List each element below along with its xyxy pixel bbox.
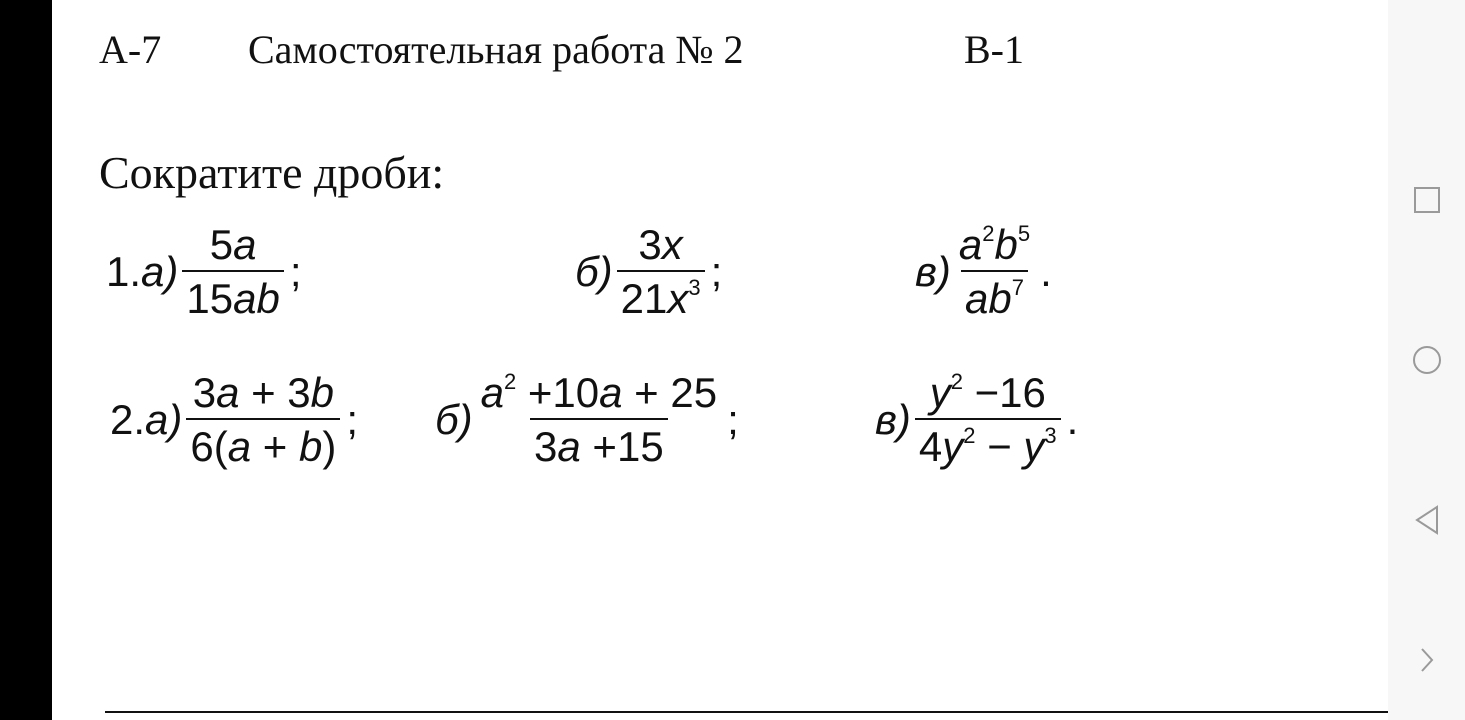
problem-letter: в) xyxy=(915,248,951,295)
circle-icon[interactable] xyxy=(1412,345,1442,375)
fraction xyxy=(915,370,1061,470)
chevron-right-icon[interactable] xyxy=(1412,645,1442,675)
instruction-text: Сократите дроби: xyxy=(99,147,445,198)
problem-number: 1. xyxy=(106,248,142,295)
fraction xyxy=(477,370,721,470)
denominator: 15ab xyxy=(182,270,283,322)
problem-letter: а) xyxy=(145,396,183,443)
navigation-bar xyxy=(1388,0,1465,720)
problem-1a xyxy=(106,222,302,322)
problem-2a xyxy=(110,370,358,470)
punctuation: . xyxy=(1040,248,1052,295)
worksheet-title: Самостоятельная работа № 2 xyxy=(248,27,744,72)
fraction xyxy=(186,370,340,470)
denominator: $21x^3$ xyxy=(617,270,705,322)
fraction xyxy=(617,222,705,322)
denominator: $ab^7$ xyxy=(961,270,1028,322)
page-bottom-rule xyxy=(105,711,1388,713)
problem-letter: в) xyxy=(875,396,911,443)
problem-letter: б) xyxy=(435,396,473,443)
problem-number: 2. xyxy=(110,396,146,443)
variant-code: А-7 xyxy=(99,27,162,72)
numerator: 3a + 3b xyxy=(192,369,335,416)
problem-2b xyxy=(435,370,739,470)
problem-1b xyxy=(575,222,722,322)
fraction xyxy=(182,222,283,322)
numerator: $a^2b^5$ xyxy=(958,221,1031,268)
fraction xyxy=(955,222,1034,322)
punctuation: ; xyxy=(710,248,723,295)
square-icon[interactable] xyxy=(1412,185,1442,215)
problem-letter: б) xyxy=(575,248,613,295)
left-edge-bar xyxy=(0,0,52,720)
numerator: $a^2 +10a + 25$ xyxy=(480,369,718,416)
punctuation: ; xyxy=(727,396,739,443)
variant-number: В-1 xyxy=(964,27,1024,72)
denominator: $4y^2 - y^3$ xyxy=(915,418,1061,470)
problem-1c xyxy=(915,222,1052,322)
denominator: 6(a + b) xyxy=(186,418,340,470)
numerator: $y^2 -16$ xyxy=(929,369,1046,416)
numerator: 5a xyxy=(209,221,257,268)
numerator: 3x xyxy=(638,221,683,268)
punctuation: ; xyxy=(289,248,302,295)
punctuation: ; xyxy=(346,396,359,443)
denominator: 3a +15 xyxy=(530,418,668,470)
punctuation: . xyxy=(1066,396,1079,443)
problem-2c xyxy=(875,370,1078,470)
back-triangle-icon[interactable] xyxy=(1412,505,1442,535)
problem-letter: а) xyxy=(141,248,179,295)
